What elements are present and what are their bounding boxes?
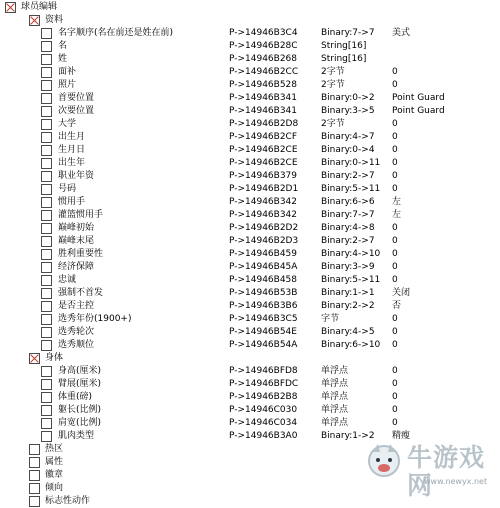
field-address: P->14946B54E <box>229 327 297 337</box>
field-type: 2字节 <box>321 80 345 90</box>
field-value[interactable]: Point Guard <box>392 106 445 116</box>
field-name: 职业年资 <box>58 171 95 181</box>
field-address: P->14946BFD8 <box>229 366 298 376</box>
field-name: 身高(厘米) <box>58 366 102 376</box>
field-address: P->14946B53B <box>229 288 298 298</box>
field-type: String[16] <box>321 41 367 51</box>
tree-row[interactable] <box>0 53 500 66</box>
field-value[interactable]: Point Guard <box>392 93 445 103</box>
tree-row[interactable] <box>0 326 500 339</box>
field-address: P->14946B3C4 <box>229 28 298 38</box>
field-type: 单浮点 <box>321 366 349 376</box>
tree-row[interactable] <box>0 352 500 365</box>
checkbox[interactable] <box>41 119 52 130</box>
tree-row[interactable] <box>0 27 500 40</box>
checkbox[interactable] <box>41 145 52 156</box>
field-address: P->14946B2CC <box>229 67 299 77</box>
tree-row[interactable] <box>0 1 500 14</box>
field-name: 出生年 <box>58 158 86 168</box>
checkbox[interactable] <box>41 392 52 403</box>
field-value[interactable]: 0 <box>392 158 398 168</box>
tree-row[interactable] <box>0 92 500 105</box>
field-type: 2字节 <box>321 119 345 129</box>
checkbox[interactable] <box>41 28 52 39</box>
field-type: Binary:5->11 <box>321 275 381 285</box>
node-label: 属性 <box>45 457 64 467</box>
checkbox[interactable] <box>41 314 52 325</box>
field-type: Binary:3->5 <box>321 106 375 116</box>
field-address: P->14946BFDC <box>229 379 299 389</box>
field-value[interactable]: 左 <box>392 210 402 220</box>
field-value[interactable]: 0 <box>392 379 398 389</box>
checkbox[interactable] <box>29 483 40 494</box>
field-name: 强制不首发 <box>58 288 104 298</box>
field-name: 惯用手 <box>58 197 86 207</box>
field-name: 生月日 <box>58 145 86 155</box>
field-type: 单浮点 <box>321 405 349 415</box>
field-value[interactable]: 0 <box>392 392 398 402</box>
field-name: 巅峰末尾 <box>58 236 95 246</box>
field-value[interactable]: 0 <box>392 366 398 376</box>
field-name: 臂展(厘米) <box>58 379 102 389</box>
checkbox[interactable] <box>41 158 52 169</box>
field-name: 首要位置 <box>58 93 95 103</box>
field-address: P->14946B45A <box>229 262 298 272</box>
field-name: 胜利重要性 <box>58 249 104 259</box>
checkbox[interactable] <box>41 54 52 65</box>
watermark-url: www.newyx.net <box>424 477 488 486</box>
tree-row[interactable] <box>0 313 500 326</box>
field-type: Binary:2->7 <box>321 236 375 246</box>
checkbox[interactable] <box>41 301 52 312</box>
field-address: P->14946B2D3 <box>229 236 299 246</box>
tree-row[interactable] <box>0 274 500 287</box>
field-address: P->14946B28C <box>229 41 298 51</box>
field-value[interactable]: 0 <box>392 327 398 337</box>
tree-row[interactable] <box>0 14 500 27</box>
field-type: 2字节 <box>321 67 345 77</box>
tree-row[interactable] <box>0 118 500 131</box>
field-address: P->14946B459 <box>229 249 298 259</box>
tree-row[interactable] <box>0 144 500 157</box>
field-address: P->14946B342 <box>229 197 298 207</box>
tree-row[interactable] <box>0 365 500 378</box>
field-name: 面补 <box>58 67 77 77</box>
field-address: P->14946B3B6 <box>229 301 298 311</box>
node-label: 徽章 <box>45 470 64 480</box>
field-address: P->14946B3A0 <box>229 431 298 441</box>
field-value[interactable]: 0 <box>392 275 398 285</box>
field-value[interactable]: 0 <box>392 132 398 142</box>
field-type: Binary:0->11 <box>321 158 381 168</box>
tree-row[interactable] <box>0 196 500 209</box>
node-label: 倾向 <box>45 483 64 493</box>
tree-row[interactable] <box>0 378 500 391</box>
field-address: P->14946B2D2 <box>229 223 299 233</box>
field-type: Binary:0->4 <box>321 145 375 155</box>
checkbox[interactable] <box>41 275 52 286</box>
node-label: 球员编辑 <box>21 2 58 12</box>
expand-checkbox[interactable] <box>29 353 40 364</box>
field-type: Binary:6->10 <box>321 340 381 350</box>
field-address: P->14946B458 <box>229 275 298 285</box>
field-value[interactable]: 0 <box>392 119 398 129</box>
field-type: Binary:7->7 <box>321 28 375 38</box>
tree-row[interactable] <box>0 131 500 144</box>
field-name: 体重(磅) <box>58 392 93 402</box>
tree-row[interactable] <box>0 248 500 261</box>
field-address: P->14946B268 <box>229 54 298 64</box>
tree-row[interactable] <box>0 404 500 417</box>
field-value[interactable]: 否 <box>392 301 402 311</box>
checkbox[interactable] <box>41 288 52 299</box>
field-name: 次要位置 <box>58 106 95 116</box>
field-name: 名 <box>58 41 68 51</box>
field-type: Binary:7->7 <box>321 210 375 220</box>
tree-row[interactable] <box>0 40 500 53</box>
checkbox[interactable] <box>41 340 52 351</box>
expand-checkbox[interactable] <box>29 15 40 26</box>
expand-checkbox[interactable] <box>5 2 16 13</box>
field-type: Binary:4->5 <box>321 327 375 337</box>
field-value[interactable]: 左 <box>392 197 402 207</box>
field-address: P->14946B54A <box>229 340 298 350</box>
checkbox[interactable] <box>41 171 52 182</box>
field-value[interactable]: 0 <box>392 314 398 324</box>
checkbox[interactable] <box>41 80 52 91</box>
checkbox[interactable] <box>29 444 40 455</box>
field-value[interactable]: 0 <box>392 171 398 181</box>
mascot-icon <box>364 440 404 480</box>
field-address: P->14946B2CE <box>229 145 298 155</box>
field-name: 选秀顺位 <box>58 340 95 350</box>
checkbox[interactable] <box>41 210 52 221</box>
field-name: 名字顺序(名在前还是姓在前) <box>58 28 174 38</box>
checkbox[interactable] <box>41 405 52 416</box>
field-name: 忠诚 <box>58 275 77 285</box>
field-type: Binary:6->6 <box>321 197 375 207</box>
tree-row[interactable] <box>0 261 500 274</box>
field-name: 照片 <box>58 80 77 90</box>
field-address: P->14946B379 <box>229 171 298 181</box>
checkbox[interactable] <box>41 418 52 429</box>
checkbox[interactable] <box>41 106 52 117</box>
field-address: P->14946B2CE <box>229 158 298 168</box>
tree-row[interactable] <box>0 105 500 118</box>
field-value[interactable]: 0 <box>392 418 398 428</box>
field-address: P->14946C034 <box>229 418 298 428</box>
field-name: 号码 <box>58 184 77 194</box>
tree-row[interactable] <box>0 417 500 430</box>
field-value[interactable]: 0 <box>392 184 398 194</box>
field-type: 单浮点 <box>321 392 349 402</box>
field-name: 巅峰初始 <box>58 223 95 233</box>
field-address: P->14946B341 <box>229 93 298 103</box>
field-type: Binary:4->10 <box>321 249 381 259</box>
field-name: 灌篮惯用手 <box>58 210 104 220</box>
field-value[interactable]: 0 <box>392 262 398 272</box>
field-name: 选秀轮次 <box>58 327 95 337</box>
node-label: 身体 <box>45 353 64 363</box>
field-address: P->14946B2D1 <box>229 184 299 194</box>
tree-row[interactable] <box>0 157 500 170</box>
tree-row[interactable] <box>0 183 500 196</box>
field-type: Binary:4->7 <box>321 132 375 142</box>
watermark <box>362 436 500 500</box>
tree-row[interactable] <box>0 339 500 352</box>
field-name: 选秀年份(1900+) <box>58 314 132 324</box>
tree-row[interactable] <box>0 300 500 313</box>
field-type: 单浮点 <box>321 379 349 389</box>
field-type: Binary:5->11 <box>321 184 381 194</box>
field-value[interactable]: 关闭 <box>392 288 411 298</box>
checkbox[interactable] <box>41 327 52 338</box>
checkbox[interactable] <box>41 223 52 234</box>
field-address: P->14946B342 <box>229 210 298 220</box>
checkbox[interactable] <box>41 93 52 104</box>
tree-row[interactable] <box>0 170 500 183</box>
field-value[interactable]: 0 <box>392 405 398 415</box>
field-name: 肩宽(比例) <box>58 418 102 428</box>
field-name: 是否主控 <box>58 301 95 311</box>
field-value[interactable]: 0 <box>392 236 398 246</box>
field-value[interactable]: 0 <box>392 80 398 90</box>
field-value[interactable]: 精瘦 <box>392 431 411 441</box>
tree-row[interactable] <box>0 209 500 222</box>
field-name: 经济保障 <box>58 262 95 272</box>
checkbox[interactable] <box>41 197 52 208</box>
field-address: P->14946B2B8 <box>229 392 298 402</box>
checkbox[interactable] <box>41 262 52 273</box>
tree-row[interactable] <box>0 66 500 79</box>
tree-row[interactable] <box>0 287 500 300</box>
field-type: Binary:4->8 <box>321 223 375 233</box>
checkbox[interactable] <box>41 184 52 195</box>
field-type: 单浮点 <box>321 418 349 428</box>
checkbox[interactable] <box>41 67 52 78</box>
tree-row[interactable] <box>0 79 500 92</box>
node-label: 热区 <box>45 444 64 454</box>
node-label: 标志性动作 <box>45 496 91 506</box>
field-type: Binary:2->2 <box>321 301 375 311</box>
field-type: Binary:0->2 <box>321 93 375 103</box>
field-value[interactable]: 0 <box>392 249 398 259</box>
field-value[interactable]: 0 <box>392 340 398 350</box>
checkbox[interactable] <box>41 366 52 377</box>
watermark-title: 牛游戏网 <box>407 443 486 500</box>
checkbox[interactable] <box>29 496 40 507</box>
field-name: 出生月 <box>58 132 86 142</box>
field-value[interactable]: 美式 <box>392 28 411 38</box>
field-value[interactable]: 0 <box>392 145 398 155</box>
checkbox[interactable] <box>29 457 40 468</box>
field-address: P->14946B528 <box>229 80 298 90</box>
field-address: P->14946B2D8 <box>229 119 299 129</box>
checkbox[interactable] <box>41 249 52 260</box>
field-address: P->14946C030 <box>229 405 298 415</box>
checkbox[interactable] <box>41 236 52 247</box>
checkbox[interactable] <box>41 431 52 442</box>
field-address: P->14946B2CF <box>229 132 298 142</box>
tree-row[interactable] <box>0 235 500 248</box>
field-value[interactable]: 0 <box>392 223 398 233</box>
checkbox[interactable] <box>41 132 52 143</box>
field-name: 肌肉类型 <box>58 431 95 441</box>
tree-row[interactable] <box>0 222 500 235</box>
field-type: String[16] <box>321 54 367 64</box>
checkbox[interactable] <box>29 470 40 481</box>
node-label: 资料 <box>45 15 64 25</box>
field-type: 字节 <box>321 314 340 324</box>
checkbox[interactable] <box>41 41 52 52</box>
field-name: 姓 <box>58 54 68 64</box>
field-type: Binary:1->1 <box>321 288 375 298</box>
field-name: 躯长(比例) <box>58 405 102 415</box>
field-value[interactable]: 0 <box>392 67 398 77</box>
field-address: P->14946B3C5 <box>229 314 298 324</box>
tree-row[interactable] <box>0 391 500 404</box>
field-type: Binary:2->7 <box>321 171 375 181</box>
field-address: P->14946B341 <box>229 106 298 116</box>
field-name: 大学 <box>58 119 77 129</box>
field-type: Binary:3->9 <box>321 262 375 272</box>
field-type: Binary:1->2 <box>321 431 375 441</box>
checkbox[interactable] <box>41 379 52 390</box>
